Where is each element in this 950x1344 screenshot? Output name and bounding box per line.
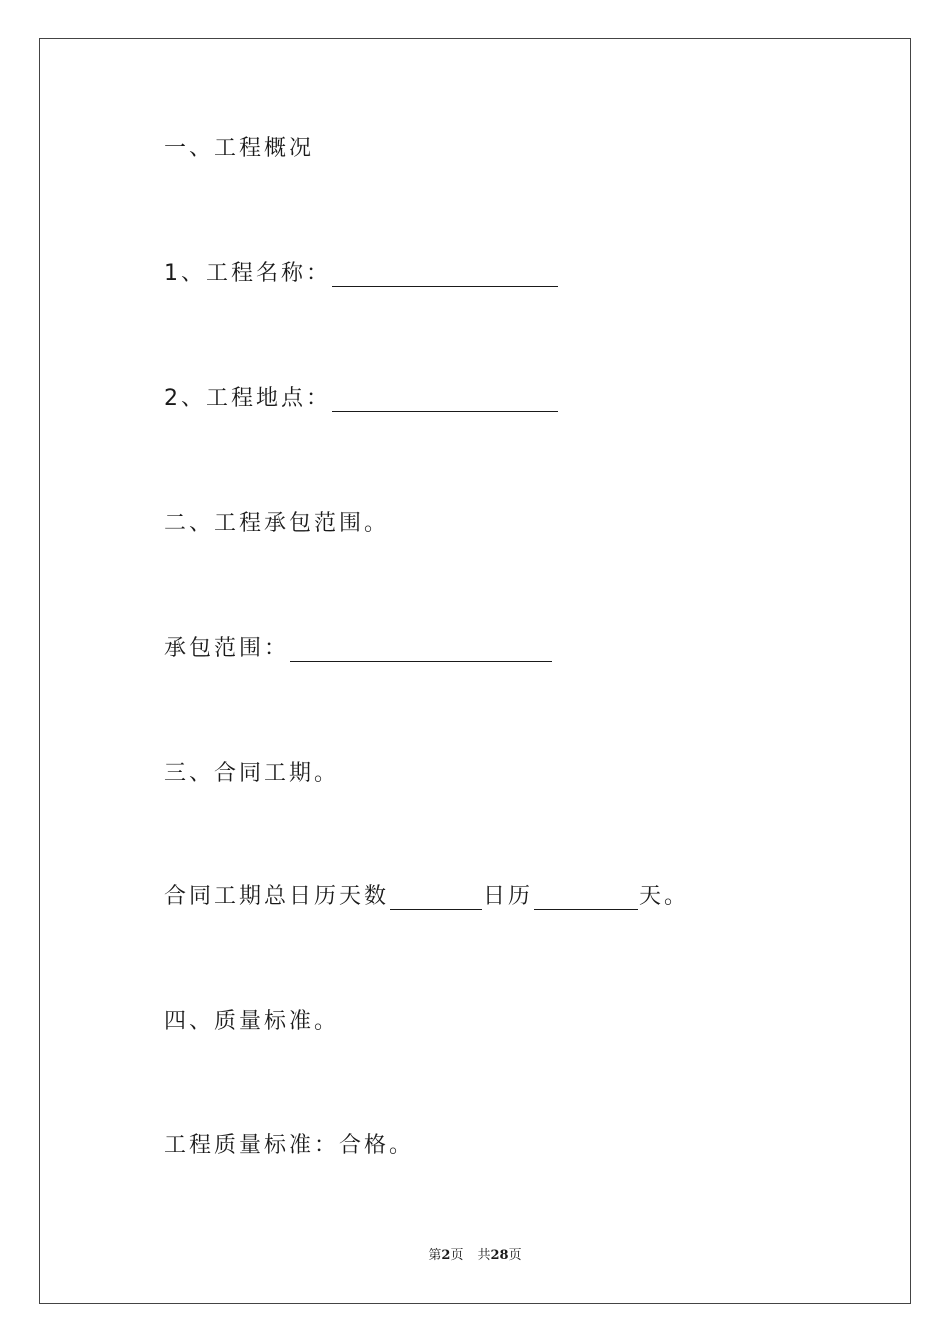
section-heading-quality-text: 四、质量标准。 (164, 1009, 340, 1034)
section-heading-scope-text: 二、工程承包范围。 (164, 511, 390, 536)
page-border (39, 38, 911, 1304)
footer-page-prefix: 第 (428, 1248, 442, 1263)
footer-total-prefix: 共 (477, 1248, 491, 1263)
project-name-blank[interactable] (332, 262, 558, 287)
scope-blank[interactable] (290, 637, 552, 662)
section-heading-overview (164, 134, 314, 164)
section-heading-overview-text: 一、工程概况 (164, 136, 315, 161)
project-location-label: 2、工程地点： (164, 386, 331, 411)
quality-standard-text: 工程质量标准：合格。 (164, 1133, 415, 1158)
footer-total-pages: 28 (490, 1248, 509, 1263)
duration-suffix: 天。 (639, 884, 690, 909)
section-heading-duration (164, 759, 339, 789)
section-heading-duration-text: 三、合同工期。 (164, 761, 340, 786)
duration-row (164, 882, 689, 912)
project-location-row (164, 384, 559, 414)
duration-days-blank[interactable] (390, 885, 482, 910)
quality-standard-row (164, 1131, 414, 1161)
scope-row (164, 634, 553, 664)
project-name-row (164, 259, 559, 289)
project-location-blank[interactable] (332, 387, 558, 412)
duration-prefix: 合同工期总日历天数 (164, 884, 390, 909)
scope-label: 承包范围： (164, 636, 290, 661)
section-heading-scope (164, 509, 389, 539)
page-footer (0, 1246, 950, 1266)
duration-middle: 日历 (483, 884, 534, 909)
footer-page-unit: 页 (450, 1248, 464, 1263)
footer-page-number: 2 (441, 1248, 451, 1263)
duration-calendar-blank[interactable] (534, 885, 638, 910)
section-heading-quality (164, 1007, 339, 1037)
project-name-label: 1、工程名称： (164, 261, 331, 286)
footer-total-unit: 页 (508, 1248, 522, 1263)
